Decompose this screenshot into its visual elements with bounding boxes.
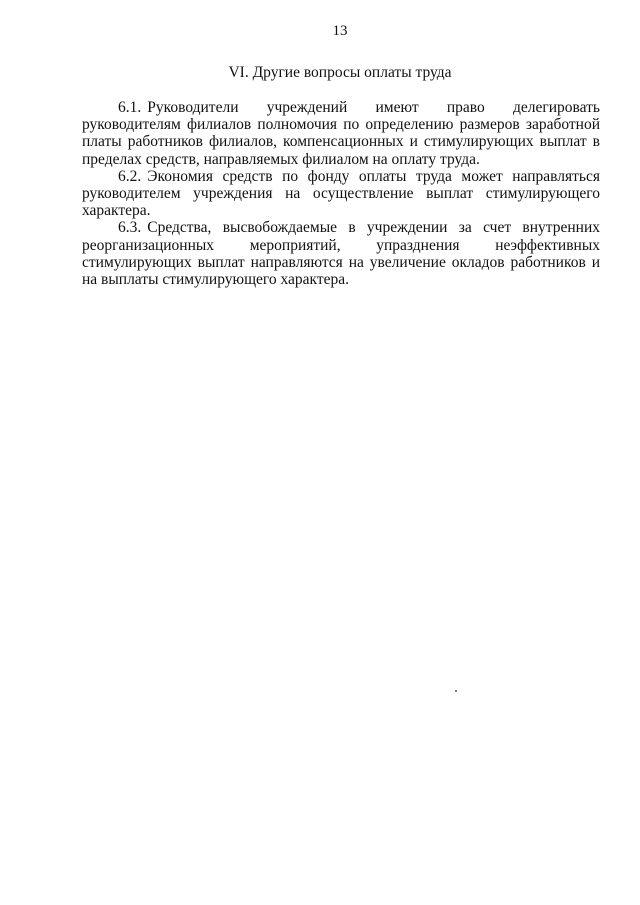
- body-text: [82, 99, 600, 288]
- paragraph-6-1: [82, 99, 600, 168]
- paragraph-text: Средства, высвобождаемые в учреждении за счет внутренних реорганизационных мероприятий, упразднения неэффективных стимулирующих выплат направляются на увеличение окладов работников и на выплаты стимулирующего характера.: [82, 219, 600, 289]
- paragraph-text: Руководители учреждений имеют право делегировать руководителям филиалов полномочия по определению размеров заработной платы работников филиалов, компенсационных и стимулирующих выплат в пределах средств, направляемых филиалом на оплату труда.: [82, 99, 600, 168]
- paragraph-6-3: [82, 219, 600, 288]
- paragraph-number: 6.3.: [118, 219, 142, 237]
- paragraph-text: Экономия средств по фонду оплаты труда может направляться руководителем учреждения на осуществление выплат стимулирующего характера.: [82, 167, 600, 220]
- paragraph-6-2: [82, 168, 600, 220]
- scan-speck: [455, 690, 457, 692]
- page-number: 13: [332, 23, 348, 39]
- section-title: VI. Другие вопросы оплаты труда: [228, 64, 452, 81]
- paragraph-number: 6.1.: [118, 99, 142, 116]
- paragraph-number: 6.2.: [118, 167, 142, 185]
